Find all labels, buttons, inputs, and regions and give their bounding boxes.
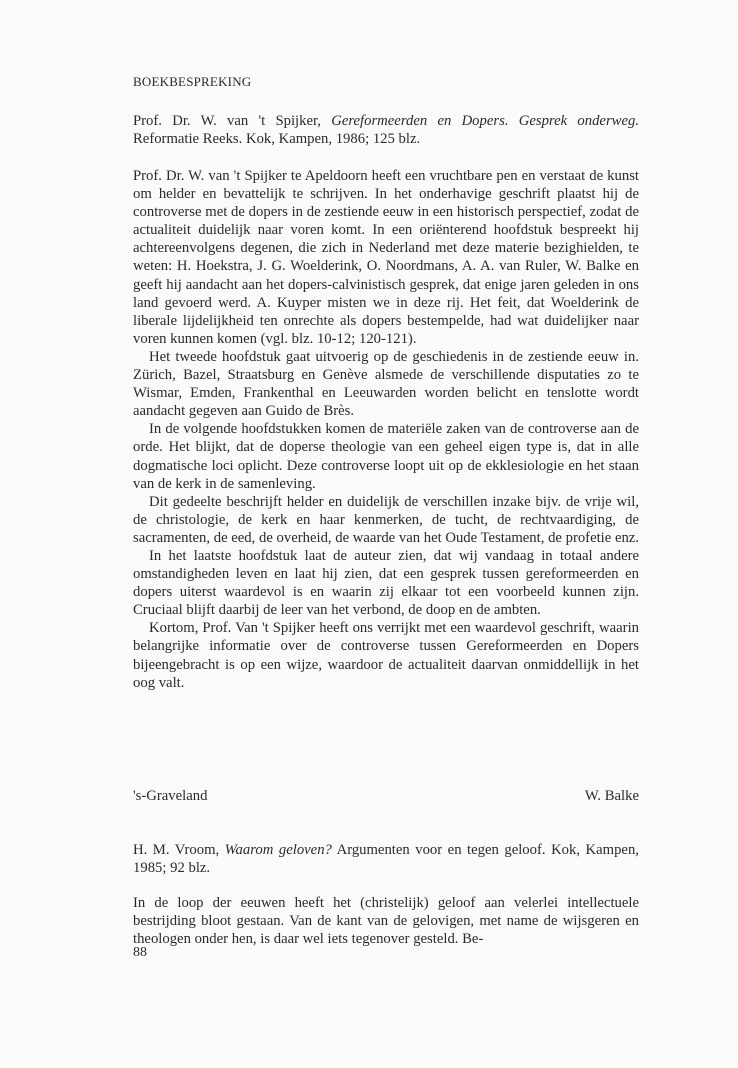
review1-author: Prof. Dr. W. van 't Spijker, <box>133 113 332 129</box>
review1-paragraph: Kortom, Prof. Van 't Spijker heeft ons verrijkt met een waardevol geschrift, waarin belangrijke informatie over de controverse tussen Gereformeerden en Dopers bijeengebracht is op een wijze, waardoor de actualiteit daarvan onmiddellijk in het oog valt. <box>133 620 639 691</box>
review1-body <box>133 167 639 692</box>
review2-details: Argumenten voor en tegen geloof. Kok, Kampen, 1985; 92 blz. <box>133 842 639 877</box>
review1-reviewer: W. Balke <box>584 788 639 804</box>
review1-paragraph: Prof. Dr. W. van 't Spijker te Apeldoorn heeft een vruchtbare pen en verstaat de kunst om helder en bevattelijk te schrijven. In het onderhavige geschrift plaatst hij de controverse met de dopers in de zestiende eeuw in een historisch perspectief, zodat de actualiteit duidelijk naar voren komt. In een oriënterend hoofdstuk bespreekt hij achtereenvolgens degenen, die zich in Nederland met deze materie bezighielden, te weten: H. Hoekstra, J. G. Woelderink, O. Noordmans, A. A. van Ruler, W. Balke en geeft hij aandacht aan het dopers-calvinistisch gesprek, dat enige jaren geleden in ons land gevoerd werd. A. Kuyper misten we in deze rij. Het feit, dat Woelderink de liberale lijdelijkheid ten onrechte als dopers bestempelde, had wat duidelijker naar voren kunnen komen (vgl. blz. 10-12; 120-121). <box>133 168 639 347</box>
review1-paragraph: In het laatste hoofdstuk laat de auteur zien, dat wij vandaag in totaal andere omstandigheden leven en laat hij zien, dat een gesprek tussen gereformeerden en dopers uiterst waardevol is en waarin zij elkaar tot een voorbeeld kunnen zijn. Cruciaal blijft daarbij de leer van het verbond, de doop en de ambten. <box>133 547 639 619</box>
review2-body <box>133 894 639 948</box>
page-number: 88 <box>133 945 147 960</box>
review1-title: Gereformeerden en Dopers. Gesprek onderweg. <box>331 113 639 129</box>
review1-paragraph: Dit gedeelte beschrijft helder en duidelijk de verschillen inzake bijv. de vrije wil, de christologie, de kerk en haar kenmerken, de tucht, de rechtvaardiging, de sacramenten, de eed, de overheid, de waarde van het Oude Testament, de profetie enz. <box>133 493 640 546</box>
review1-citation <box>133 112 639 148</box>
review2-title: Waarom geloven? <box>224 842 332 858</box>
review2-author: H. M. Vroom, <box>133 842 225 858</box>
review1-paragraph: In de volgende hoofdstukken komen de materiële zaken van de controverse aan de orde. Het blijkt, dat de doperse theologie van een geheel eigen type is, dat in alle dogmatische loci oplicht. Deze controverse loopt uit op de ekklesiologie en het staan van de kerk in de samenleving. <box>133 421 639 492</box>
review1-place: 's-Graveland <box>133 788 208 804</box>
review1-signature <box>133 787 639 805</box>
review1-paragraph: Het tweede hoofdstuk gaat uitvoerig op de geschiedenis in de zestiende eeuw in. Zürich, Bazel, Straatsburg en Genève alsmede de verschillende disputaties zo te Wismar, Emden, Frankenthal en Leeuwarden worden belicht en tenslotte wordt aandacht gegeven aan Guido de Brès. <box>133 348 639 420</box>
review1-details: Reformatie Reeks. Kok, Kampen, 1986; 125 blz. <box>133 131 421 148</box>
section-heading: BOEKBESPREKING <box>133 74 252 89</box>
review2-citation <box>133 841 639 877</box>
review2-paragraph: In de loop der eeuwen heeft het (christelijk) geloof aan velerlei intellectuele bestrijding bloot gestaan. Van de kant van de gelovigen, met name de wijsgeren en theologen onder hen, is daar wel iets tegenover gesteld. Be- <box>133 895 639 948</box>
